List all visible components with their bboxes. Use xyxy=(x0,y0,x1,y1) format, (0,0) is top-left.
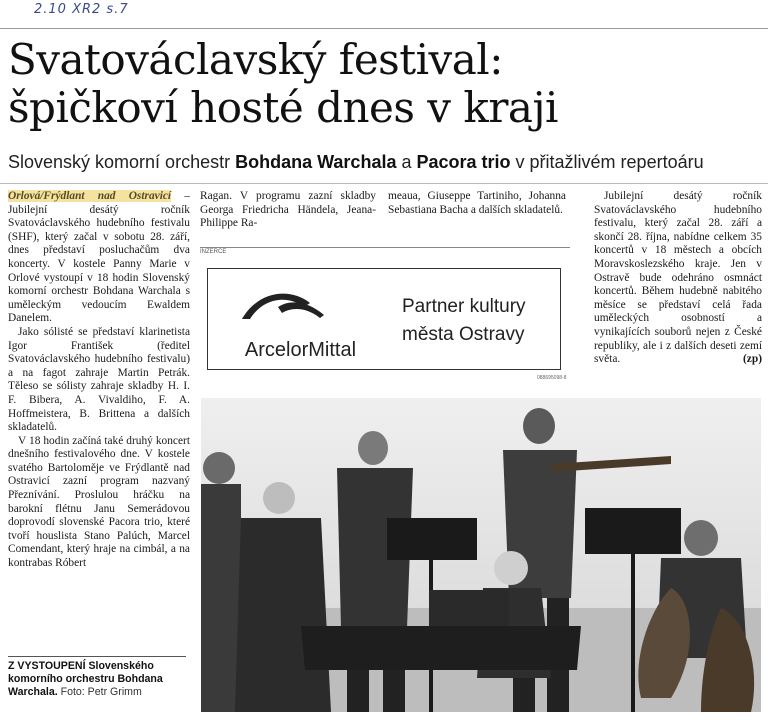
concert-photo-image xyxy=(201,398,761,712)
arcelormittal-logo xyxy=(218,279,378,359)
ad-rule xyxy=(200,247,570,248)
ad-label: INZERCE xyxy=(200,249,227,255)
ad-slogan-line-2: města Ostravy xyxy=(402,324,525,345)
subhead-orchestra: Bohdana Warchala xyxy=(235,152,397,172)
subhead-part-3: v přitažlivém repertoáru xyxy=(510,152,704,172)
ad-code: 088695098-8 xyxy=(537,375,567,381)
subhead-part-1: Slovenský komorní orchestr xyxy=(8,152,236,172)
paragraph: Ragan. V programu zazní skladby Georga Friedricha Händela, Jeana-Philippe Ra- xyxy=(200,190,376,230)
section-rule xyxy=(0,183,768,184)
paragraph-text: – Jubilejní desátý ročník Svatováclavského hudebního festivalu (SHF), který začal v sobotu 28. září, dnes představí posluchačům dva koncerty. V kostele Panny Marie v Orlové vystoupí v 18 hodin Slovenský komorní orchestr Bohdana Warchala s uměleckým vedoucím Ewaldem Danelem. xyxy=(8,190,190,325)
headline-line-2: špičkoví hosté dnes v kraji xyxy=(8,83,558,132)
top-rule xyxy=(0,28,768,29)
caption-text: Z VYSTOUPENÍ Slovenského komorního orchestru Bohdana Warchala. xyxy=(8,660,163,698)
article-column-2 xyxy=(200,190,376,231)
photo-credit: Foto: Petr Grimm xyxy=(57,686,142,698)
photo-caption xyxy=(8,660,196,699)
article-column-3 xyxy=(388,190,566,217)
paragraph: meaua, Giuseppe Tartiniho, Johanna Sebastiana Bacha a dalších skladatelů. xyxy=(388,190,566,216)
article-column-4 xyxy=(594,190,762,367)
concert-photo xyxy=(201,398,761,712)
dateline: Orlová/Frýdlant nad Ostravicí xyxy=(8,190,172,202)
headline xyxy=(8,36,708,132)
paragraph xyxy=(594,190,762,367)
ad-brand-name: ArcelorMittal xyxy=(244,339,357,361)
article-column-1 xyxy=(8,190,190,571)
ad-slogan xyxy=(402,293,552,349)
subhead-part-2: a xyxy=(396,152,417,172)
paragraph: V 18 hodin začíná také druhý koncert dnešního festivalového dne. V kostele svatého Bartoloměje ve Frýdlantě nad Ostravicí zazní program nazvaný Přeznívání. Proslulou hráčku na barokní flétnu Janu Semerádovou doprovodí slovenské Pacora trio, které tvoří houslista Stano Palúch, Marcel Comendant, který hraje na cimbál, a na kontrabas Róbert xyxy=(8,434,190,570)
paragraph: Jako sólisté se představí klarinetista Igor František (ředitel Svatováclavského hudebního festivalu) a na fagot zahraje Martin Petrák. Těleso se sólisty zahraje skladby H. I. F. Bibera, A. Vivaldiho, F. A. Hoffmeistera, B. Brittena a dalších skladatelů. xyxy=(8,325,190,434)
paragraph-text: Jubilejní desátý ročník Svatováclavského hudebního festivalu, který začal 28. září a skončí 28. října, nabídne celkem 35 koncertů v 18 městech a obcích Moravskoslezského kraje. Jen v Ostravě bude odehráno osmnáct koncertů. Během hudebně nabitého měsíce se představí celá řada uměleckých osobností a vynikajících souborů nejen z České republiky, ale i z dalších deseti zemí světa. xyxy=(594,190,762,366)
handwritten-annotation: 2.10 XR2 s.7 xyxy=(34,2,129,17)
paragraph xyxy=(8,190,190,326)
headline-line-1: Svatováclavský festival: xyxy=(8,35,503,84)
subhead-trio: Pacora trio xyxy=(416,152,511,172)
subheadline xyxy=(8,152,768,173)
ad-slogan-line-1: Partner kultury xyxy=(402,296,526,317)
advertisement xyxy=(207,268,561,370)
caption-rule xyxy=(8,656,186,657)
arcelormittal-swoosh-icon xyxy=(238,285,328,325)
author-signature: (zp) xyxy=(743,353,762,366)
